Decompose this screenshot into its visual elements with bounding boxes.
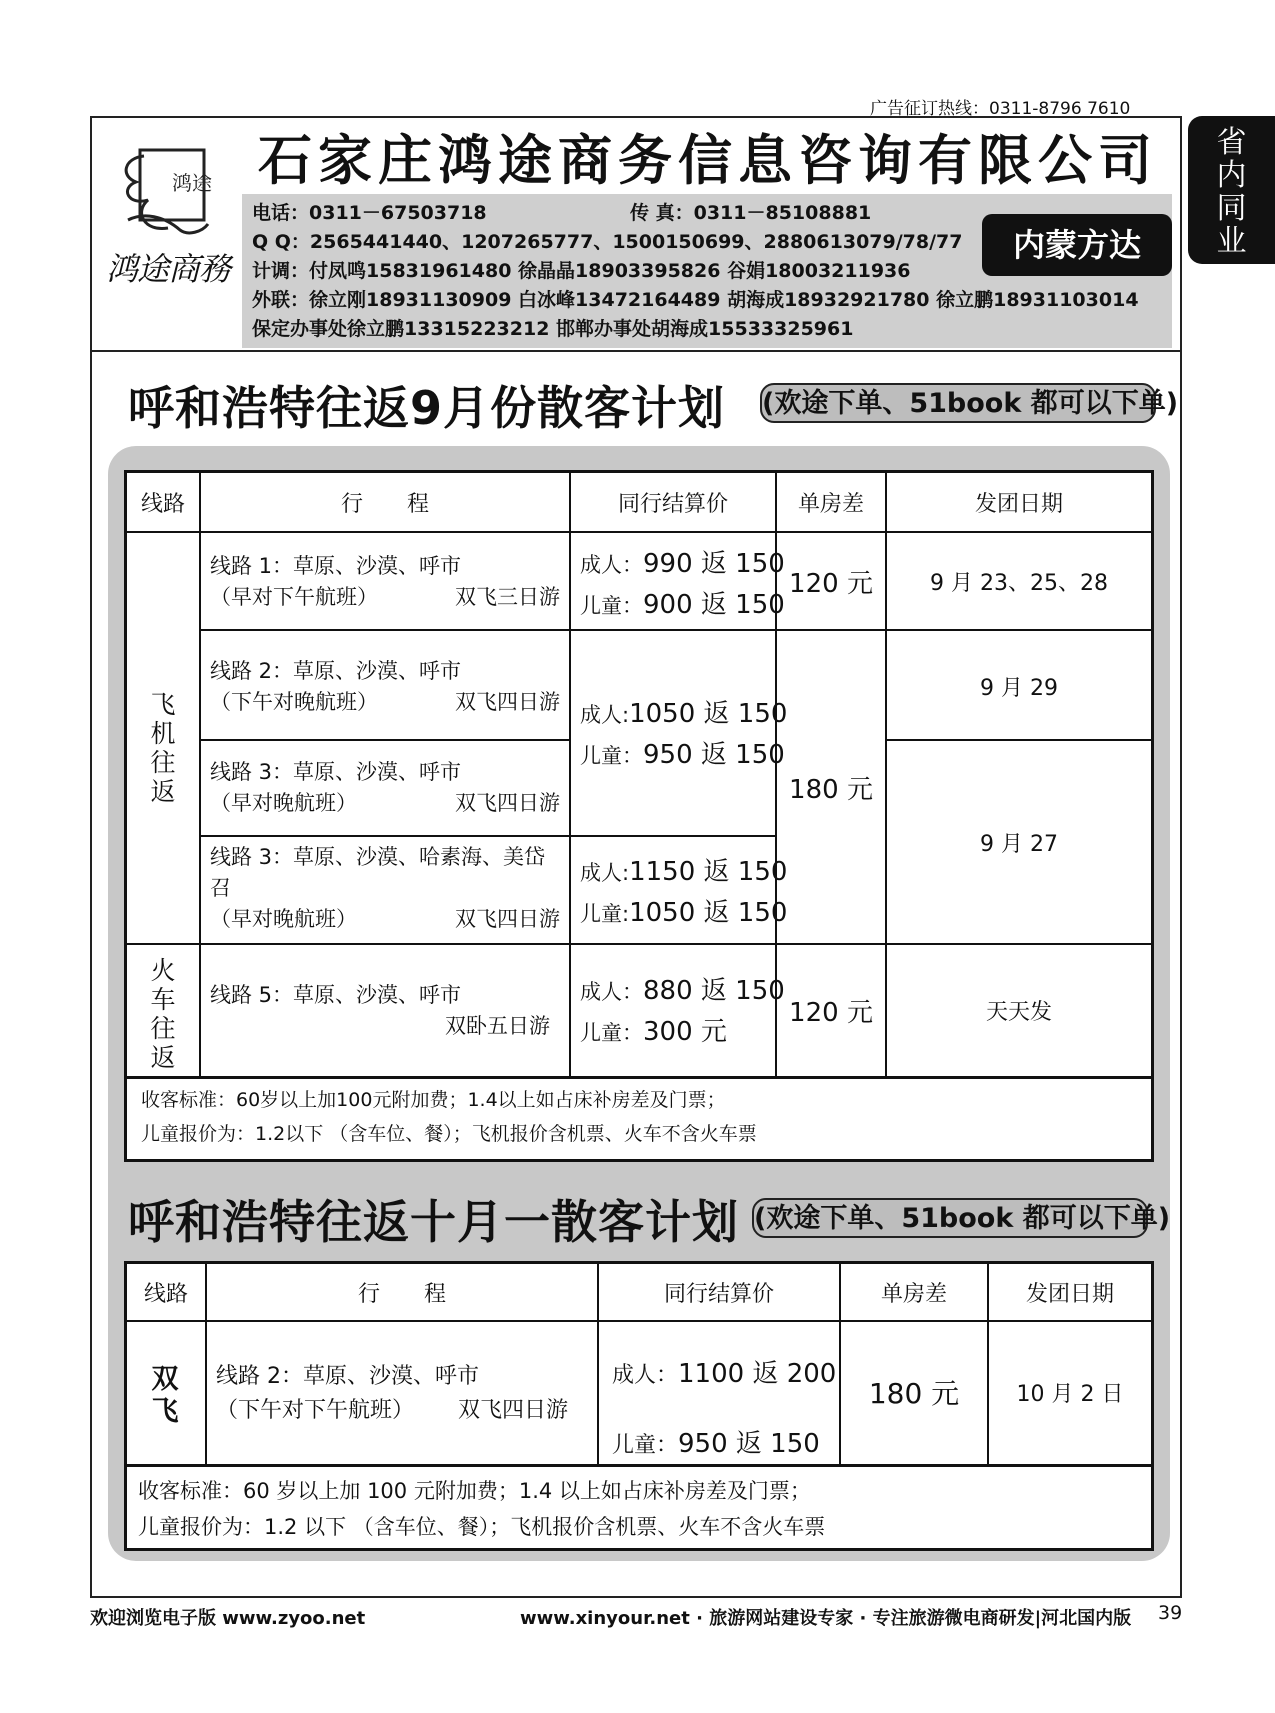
route-duration: 双飞四日游 <box>455 791 560 815</box>
header-single-room: 单房差 <box>797 491 864 517</box>
adult-price: 1150 返 150 <box>629 857 788 887</box>
price-block-1 <box>580 544 785 626</box>
header-single-room: 单房差 <box>880 1281 947 1307</box>
route-flight-time: （早对晚航班） <box>210 791 357 815</box>
planning-contacts: 计调：付凤鸣15831961480 徐晶晶18903395826 谷娟18003211936 <box>252 260 911 282</box>
route-flight-time: （早对晚航班） <box>210 907 357 931</box>
header-route: 线路 <box>143 1281 188 1307</box>
header-itinerary: 行 程 <box>340 491 429 517</box>
route-flight-time: （下午对下午航班） <box>216 1398 415 1423</box>
section2-booking-note: (欢途下单、51book 都可以下单) <box>752 1198 1148 1238</box>
route-name: 线路 3：草原、沙漠、呼市 <box>210 760 462 784</box>
header-price: 同行结算价 <box>663 1281 774 1307</box>
adult-price: 1100 返 200 <box>678 1359 837 1389</box>
header-price: 同行结算价 <box>617 491 728 517</box>
logo-text: 鸿途商務 <box>105 250 230 288</box>
header-itinerary: 行 程 <box>357 1281 446 1307</box>
header-departure-date: 发团日期 <box>974 491 1063 517</box>
room-diff-2: 180 元 <box>789 774 873 805</box>
departure-date-1: 9 月 23、25、28 <box>930 570 1108 596</box>
header-departure-date: 发团日期 <box>1025 1281 1114 1307</box>
route-duration: 双飞四日游 <box>455 690 560 714</box>
departure-date-oct: 10 月 2 日 <box>1016 1381 1124 1407</box>
price-block-oct <box>612 1340 836 1480</box>
route-row-1 <box>210 551 560 613</box>
admission-note: 收客标准：60 岁以上加 100 元附加费；1.4 以上如占床补房差及门票； <box>138 1479 811 1503</box>
header-divider <box>90 350 1182 352</box>
group-double-flight-label: 双 飞 <box>151 1364 179 1427</box>
adult-price: 990 返 150 <box>643 549 785 579</box>
adult-label: 成人： <box>612 1363 679 1388</box>
section1-booking-note: (欢途下单、51book 都可以下单) <box>760 383 1156 423</box>
company-name: 石家庄鸿途商务信息咨询有限公司 <box>258 128 1158 192</box>
child-price: 900 返 150 <box>643 590 785 620</box>
departure-date-3: 9 月 27 <box>980 831 1058 857</box>
route-flight-time: （下午对晚航班） <box>210 690 378 714</box>
route-name: 线路 2：草原、沙漠、呼市 <box>210 659 462 683</box>
side-tab-char: 同 <box>1216 191 1247 226</box>
external-contacts: 外联：徐立刚18931130909 白冰峰13472164489 胡海成18932921780 徐立鹏18931103014 <box>252 289 1139 311</box>
logo-mark-icon <box>114 136 222 244</box>
child-price: 1050 返 150 <box>629 898 788 928</box>
header-route: 线路 <box>140 491 185 517</box>
phone-line: 电话：0311－67503718 <box>252 202 487 224</box>
child-label: 儿童: <box>580 902 630 926</box>
price-block-2 <box>580 694 787 776</box>
child-price: 300 元 <box>643 1017 727 1047</box>
route-row-4 <box>210 842 560 935</box>
price-block-4 <box>580 971 785 1053</box>
departure-date-2: 9 月 29 <box>980 676 1058 701</box>
company-logo <box>98 126 238 346</box>
route-duration: 双飞四日游 <box>455 907 560 931</box>
route-row-3 <box>210 757 560 819</box>
adult-label: 成人: <box>580 703 630 727</box>
group-air-label: 飞 机 往 返 <box>150 690 176 806</box>
departure-date-4: 天天发 <box>985 1000 1052 1025</box>
group-train-label: 火 车 往 返 <box>150 956 176 1072</box>
table1-notes <box>124 1079 1154 1162</box>
side-tab-char: 内 <box>1216 158 1247 193</box>
branch-offices: 保定办事处徐立鹏13315223212 邯郸办事处胡海成15533325961 <box>252 318 854 340</box>
section1-title: 呼和浩特往返9月份散客计划 <box>128 381 726 435</box>
route-row-2 <box>210 656 560 718</box>
fax-line: 传 真：0311－85108881 <box>630 202 872 224</box>
child-label: 儿童： <box>580 594 643 618</box>
admission-note: 收客标准：60岁以上加100元附加费；1.4以上如占床补房差及门票； <box>141 1089 726 1111</box>
adult-label: 成人： <box>580 980 643 1004</box>
child-price-note: 儿童报价为：1.2 以下 （含车位、餐）；飞机报价含机票、火车不含火车票 <box>138 1515 826 1539</box>
qq-line: Q Q：2565441440、1207265777、1500150699、2880613079/78/77 <box>252 231 963 253</box>
side-tab-char: 省 <box>1216 125 1247 160</box>
child-label: 儿童： <box>612 1433 679 1458</box>
partner-badge: 内蒙方达 <box>982 214 1172 276</box>
room-diff-oct: 180 元 <box>868 1377 960 1410</box>
category-side-tab <box>1188 116 1275 264</box>
side-tab-char: 业 <box>1216 224 1247 259</box>
room-diff-3: 120 元 <box>789 998 873 1028</box>
child-price-note: 儿童报价为：1.2以下 （含车位、餐）；飞机报价含机票、火车不含火车票 <box>141 1123 757 1145</box>
logo-mark-text: 鸿途 <box>172 171 212 195</box>
footer-site-link[interactable]: 欢迎浏览电子版 www.zyoo.net <box>90 1608 366 1629</box>
section2-title: 呼和浩特往返十月一散客计划 <box>128 1195 739 1249</box>
price-block-3 <box>580 852 787 934</box>
route-name: 线路 5：草原、沙漠、呼市 <box>210 983 462 1007</box>
adult-label: 成人： <box>580 553 643 577</box>
adult-price: 880 返 150 <box>643 976 785 1006</box>
route-row-oct <box>216 1360 568 1428</box>
route-flight-time: （早对下午航班） <box>210 585 378 609</box>
route-name-continued: 召 <box>210 876 231 900</box>
child-label: 儿童： <box>580 1021 643 1045</box>
adult-price: 1050 返 150 <box>629 699 788 729</box>
route-duration: 双飞三日游 <box>455 585 560 609</box>
child-price: 950 返 150 <box>643 740 785 770</box>
route-name: 线路 1：草原、沙漠、呼市 <box>210 554 462 578</box>
ad-hotline: 广告征订热线：0311-8796 7610 <box>870 99 1131 119</box>
child-price: 950 返 150 <box>678 1429 820 1459</box>
footer-tagline: www.xinyour.net · 旅游网站建设专家 · 专注旅游微电商研发|河北国内版 <box>520 1608 1132 1629</box>
page-number: 39 <box>1158 1602 1183 1624</box>
child-label: 儿童： <box>580 744 643 768</box>
adult-label: 成人: <box>580 861 630 885</box>
route-name: 线路 3：草原、沙漠、哈素海、美岱 <box>210 845 546 869</box>
route-row-5 <box>210 980 550 1042</box>
route-duration: 双卧五日游 <box>445 1014 550 1038</box>
route-name: 线路 2：草原、沙漠、呼市 <box>216 1364 479 1389</box>
route-duration: 双飞四日游 <box>457 1398 568 1423</box>
room-diff-1: 120 元 <box>789 568 873 599</box>
